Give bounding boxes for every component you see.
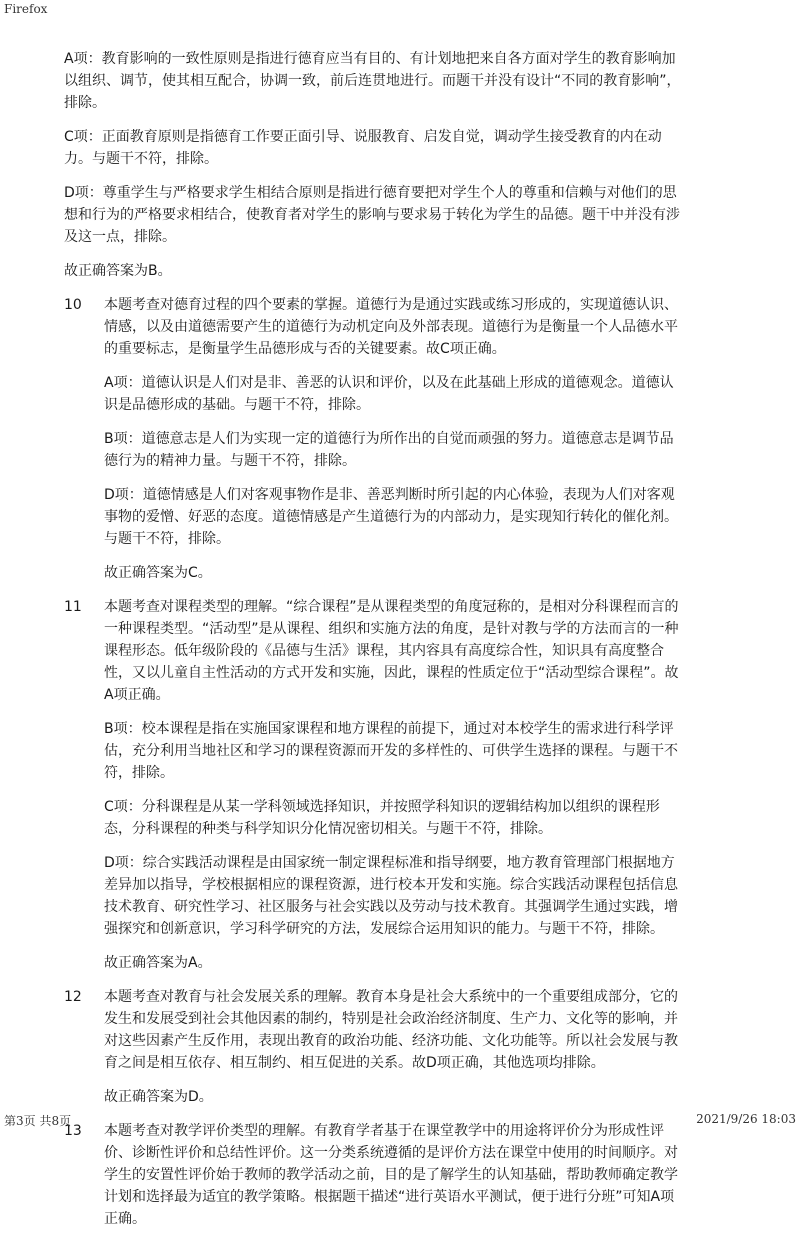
answer-item-12 <box>64 986 684 1108</box>
item-answer: 故正确答案为C。 <box>104 565 212 581</box>
item-number: 10 <box>64 297 82 313</box>
print-datetime: 2021/9/26 18:03 <box>696 1112 796 1126</box>
item-answer: 故正确答案为D。 <box>104 1089 213 1105</box>
intro-paragraph: C项：正面教育原则是指德育工作要正面引导、说服教育、启发自觉，调动学生接受教育的内在动力。与题干不符，排除。 <box>64 129 662 167</box>
browser-title: Firefox <box>4 2 48 16</box>
item-paragraph: B项：校本课程是指在实施国家课程和地方课程的前提下，通过对本校学生的需求进行科学评估，充分利用当地社区和学习的课程资源而开发的多样性的、可供学生选择的课程。与题干不符，排除。 <box>104 721 678 781</box>
intro-paragraph: A项：教育影响的一致性原则是指进行德育应当有目的、有计划地把来自各方面对学生的教育影响加以组织、调节，使其相互配合，协调一致，前后连贯地进行。而题干并没有设计“不同的教育影响”，排除。 <box>64 51 681 111</box>
answer-item-10 <box>64 294 684 584</box>
intro-paragraph: D项：尊重学生与严格要求学生相结合原则是指进行德育要把对学生个人的尊重和信赖与对他们的思想和行为的严格要求相结合，使教育者对学生的影响与要求易于转化为学生的品德。题干中并没有涉及这一点，排除。 <box>64 185 680 245</box>
item-paragraph: B项：道德意志是人们为实现一定的道德行为所作出的自觉而顽强的努力。道德意志是调节品德行为的精神力量。与题干不符，排除。 <box>104 431 674 469</box>
item-paragraph: 本题考查对课程类型的理解。“综合课程”是从课程类型的角度冠称的，是相对分科课程而言的一种课程类型。“活动型”是从课程、组织和实施方法的角度，是针对教与学的方法而言的一种课程形态。低年级阶段的《品德与生活》课程，其内容具有高度综合性，知识具有高度整合性，又以儿童自主性活动的方式开发和实施，因此，课程的性质定位于“活动型综合课程”。故A项正确。 <box>104 599 679 703</box>
document-page <box>64 48 684 1242</box>
print-footer <box>4 1112 796 1128</box>
answer-item-13 <box>64 1120 684 1230</box>
item-number: 13 <box>64 1123 82 1139</box>
item-paragraph: 本题考查对德育过程的四个要素的掌握。道德行为是通过实践或练习形成的，实现道德认识、情感，以及由道德需要产生的道德行为动机定向及外部表现。道德行为是衡量一个人品德水平的重要标志，是衡量学生品德形成与否的关键要素。故C项正确。 <box>104 297 678 357</box>
item-paragraph: D项：综合实践活动课程是由国家统一制定课程标准和指导纲要，地方教育管理部门根据地方差异加以指导，学校根据相应的课程资源，进行校本开发和实施。综合实践活动课程包括信息技术教育、研究性学习、社区服务与社会实践以及劳动与技术教育。其强调学生通过实践，增强探究和创新意识，学习科学研究的方法，发展综合运用知识的能力。与题干不符，排除。 <box>104 855 678 937</box>
item-paragraph: A项：道德认识是人们对是非、善恶的认识和评价，以及在此基础上形成的道德观念。道德认识是品德形成的基础。与题干不符，排除。 <box>104 375 674 413</box>
item-paragraph: C项：分科课程是从某一学科领域选择知识，并按照学科知识的逻辑结构加以组织的课程形态，分科课程的种类与科学知识分化情况密切相关。与题干不符，排除。 <box>104 799 660 837</box>
item-number: 12 <box>64 989 82 1005</box>
answer-item-11 <box>64 596 684 974</box>
item-answer: 故正确答案为A。 <box>104 955 212 971</box>
item-paragraph: 本题考查对教学评价类型的理解。有教育学者基于在课堂教学中的用途将评价分为形成性评价、诊断性评价和总结性评价。这一分类系统遵循的是评价方法在课堂中使用的时间顺序。对学生的安置性评价始于教师的教学活动之前，目的是了解学生的认知基础，帮助教师确定教学计划和选择最为适宜的教学策略。根据题干描述“进行英语水平测试，便于进行分班”可知A项正确。 <box>104 1123 678 1227</box>
item-paragraph: D项：道德情感是人们对客观事物作是非、善恶判断时所引起的内心体验，表现为人们对客观事物的爱憎、好恶的态度。道德情感是产生道德行为的内部动力，是实现知行转化的催化剂。与题干不符，排除。 <box>104 487 678 547</box>
intro-answer: 故正确答案为B。 <box>64 263 172 279</box>
page-info: 第3页 共8页 <box>4 1114 72 1128</box>
item-number: 11 <box>64 599 82 615</box>
item-paragraph: 本题考查对教育与社会发展关系的理解。教育本身是社会大系统中的一个重要组成部分，它的发生和发展受到社会其他因素的制约，特别是社会政治经济制度、生产力、文化等的影响，并对这些因素产生反作用，表现出教育的政治功能、经济功能、文化功能等。所以社会发展与教育之间是相互依存、相互制约、相互促进的关系。故D项正确，其他选项均排除。 <box>104 989 678 1071</box>
